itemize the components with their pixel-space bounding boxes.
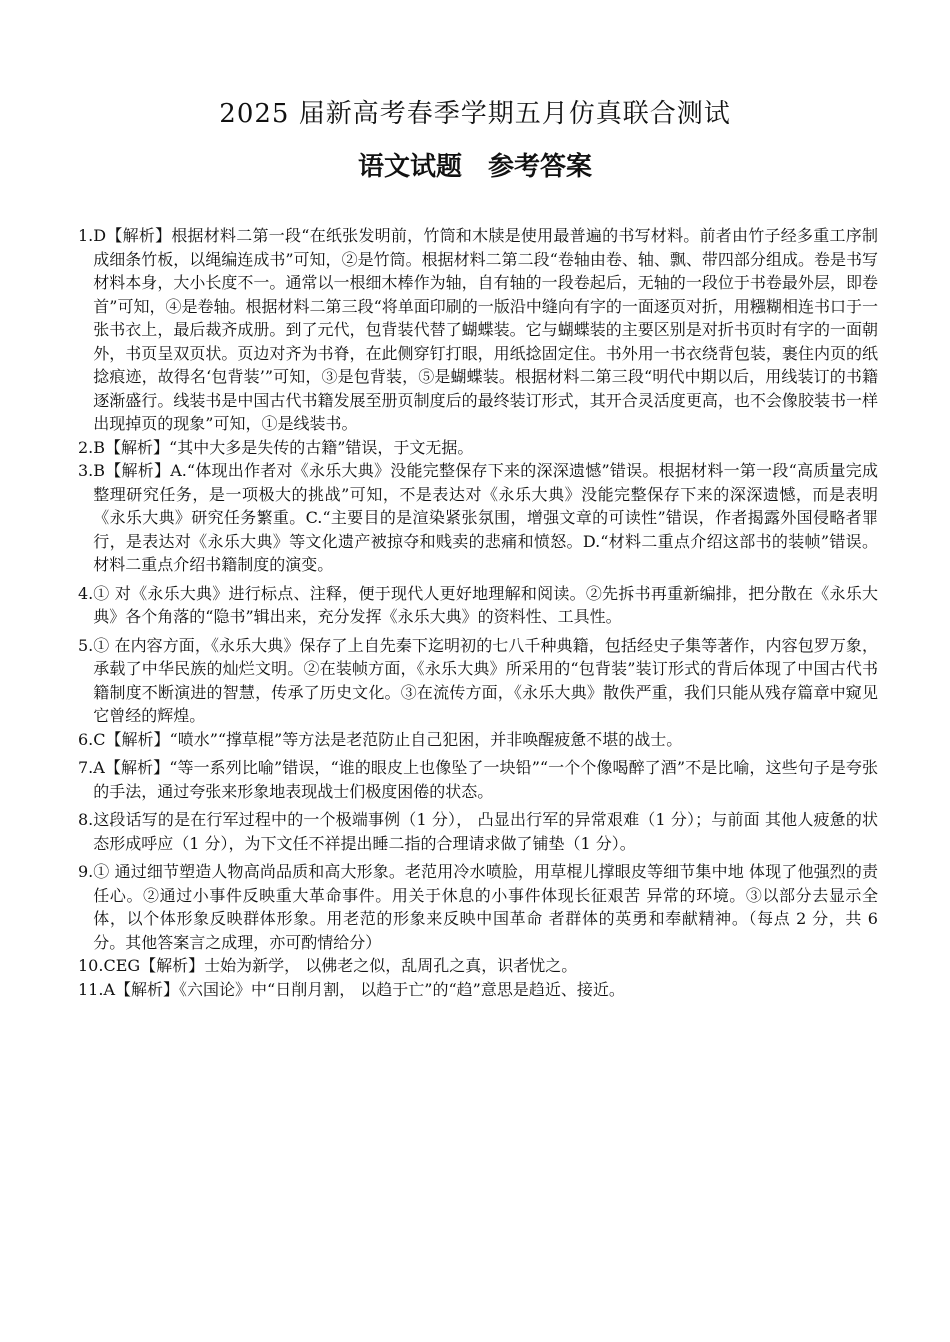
answer-text: 这段话写的是在行军过程中的一个极端事例（1 分）， 凸显出行军的异常艰难（1 分）；与前面 其他人疲惫的状态形成呼应（1 分），为下文任不祥提出睡二指的合理请求做了铺垫（1 分）。 — [93, 810, 878, 853]
answer-text: ① 对《永乐大典》进行标点、注释，便于现代人更好地理解和阅读。②先拆书再重新编排，把分散在《永乐大典》各个角落的“隐书”辑出来，充分发挥《永乐大典》的资料性、工具性。 — [93, 583, 878, 626]
page-title: 2025 届新高考春季学期五月仿真联合测试 — [219, 99, 731, 129]
answer-number: 11. — [78, 979, 104, 999]
answer-text: B【解析】“其中大多是失传的古籍”错误，于文无据。 — [93, 437, 474, 457]
answer-text: CEG【解析】士始为新学， 以佛老之似，乱周孔之真，识者忧之。 — [103, 956, 578, 975]
answer-text: A【解析】《六国论》中“日削月割， 以趋于亡”的“趋”意思是趋近、接近。 — [103, 979, 625, 999]
answer-item-6 — [78, 728, 878, 752]
answer-item-9 — [78, 860, 878, 954]
answer-text: B【解析】A.“体现出作者对《永乐大典》没能完整保存下来的深深遗憾”错误。根据材料一第一段“高质量完成整理研究任务，是一项极大的挑战”可知，不是表达对《永乐大典》没能完整保存下来的深深遗憾，而是表明《永乐大典》研究任务繁重。C.“主要目的是渲染紧张氛围，增强文章的可读性”错误，作者揭露外国侵略者罪行，是表达对《永乐大典》等文化遗产被掠夺和贱卖的悲痛和愤怒。D.“材料二重点介绍这部书的装帧”错误。材料二重点介绍书籍制度的演变。 — [93, 461, 878, 574]
answer-number: 1. — [78, 226, 94, 245]
answer-number: 5. — [78, 635, 94, 655]
answer-item-7 — [78, 756, 878, 803]
answer-number: 4. — [78, 583, 94, 603]
page-subtitle: 语文试题 参考答案 — [357, 152, 592, 182]
answer-item-2 — [78, 436, 878, 460]
answer-text: ① 在内容方面，《永乐大典》保存了上自先秦下迄明初的七八千种典籍，包括经史子集等著作，内容包罗万象，承载了中华民族的灿烂文明。②在装帧方面，《永乐大典》所采用的“包背装”装订形式的背后体现了中国古代书籍制度不断演进的智慧，传承了历史文化。③在流传方面，《永乐大典》散佚严重，我们只能从残存篇章中窥见它曾经的辉煌。 — [93, 635, 878, 725]
answer-item-11 — [78, 978, 878, 1002]
answer-number: 8. — [78, 810, 94, 829]
answer-item-3 — [78, 459, 878, 577]
answer-text: ① 通过细节塑造人物高尚品质和高大形象。老范用冷水喷脸，用草棍儿撑眼皮等细节集中地 体现了他强烈的责任心。②通过小事件反映重大革命事件。用关于休息的小事件体现长征艰苦 异常的环境。③以部分去显示全体，以个体形象反映群体形象。用老范的形象来反映中国革命 者群体的英勇和奉献精神。（每点 2 分，共 6 分。其他答案言之成理，亦可酌情给分） — [93, 862, 878, 952]
answer-item-10 — [78, 954, 878, 978]
answer-item-1 — [78, 224, 878, 436]
answer-list — [78, 224, 878, 1001]
answer-text: D【解析】根据材料二第一段“在纸张发明前，竹筒和木牍是使用最普遍的书写材料。前者由竹子经多重工序制成细条竹板，以绳编连成书”可知，②是竹筒。根据材料二第二段“卷轴由卷、轴、飘、带四部分组成。卷是书写材料本身，大小长度不一。通常以一根细木棒作为轴，自有轴的一段卷起后，无轴的一段位于书卷最外层，即卷首”可知，④是卷轴。根据材料二第三段“将单面印刷的一版沿中缝向有字的一面逐页对折，用糨糊相连书口于一张书衣上，最后裁齐成册。到了元代，包背装代替了蝴蝶装。它与蝴蝶装的主要区别是对折书页时有字的一面朝外，书页呈双页状。页边对齐为书脊，在此侧穿钉打眼，用纸捻固定住。书外用一书衣绕背包装，裹住内页的纸捻痕迹，故得名‘包背装’”可知，③是包背装，⑤是蝴蝶装。根据材料二第三段“明代中期以后，用线装订的书籍逐渐盛行。线装书是中国古代书籍发展至册页制度后的最终装订形式，其开合灵活度更高，也不会像胶装书一样出现掉页的现象”可知，①是线装书。 — [93, 226, 878, 433]
answer-number: 9. — [78, 862, 94, 881]
answer-number: 3. — [78, 461, 94, 480]
answer-item-4 — [78, 582, 878, 629]
answer-number: 10. — [78, 956, 104, 975]
answer-number: 7. — [78, 758, 94, 777]
answer-text: A【解析】“等一系列比喻”错误，“谁的眼皮上也像坠了一块铅”“一个个像喝醉了酒”不是比喻，这些句子是夸张的手法，通过夸张来形象地表现战士们极度困倦的状态。 — [93, 758, 878, 801]
answer-number: 2. — [78, 437, 94, 457]
answer-text: C【解析】“喷水”“撑草棍”等方法是老范防止自己犯困，并非唤醒疲惫不堪的战士。 — [93, 729, 683, 749]
answer-number: 6. — [78, 729, 94, 749]
answer-item-5 — [78, 634, 878, 728]
answer-item-8 — [78, 808, 878, 855]
